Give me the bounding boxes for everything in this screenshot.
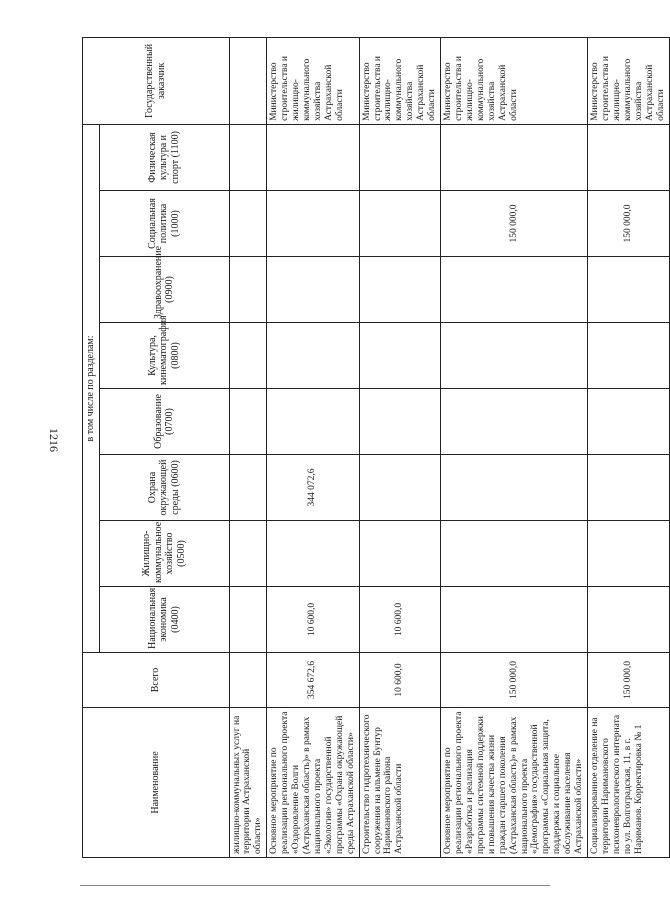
row-value	[359, 257, 440, 323]
row-value	[359, 323, 440, 389]
header-section: Культура, кинематография (0800)	[99, 323, 229, 389]
row-value	[588, 587, 669, 653]
row-value	[229, 257, 267, 323]
row-total: 354 672,6	[267, 653, 359, 708]
row-value	[441, 521, 588, 587]
header-section: Здравоохранение (0900)	[99, 257, 229, 323]
header-section: Национальная экономика (0400)	[99, 587, 229, 653]
page-number: 1216	[47, 428, 62, 452]
row-value	[359, 191, 440, 257]
bottom-rule	[80, 885, 550, 886]
row-value	[229, 521, 267, 587]
header-section: Социальная политика (1000)	[99, 191, 229, 257]
table-row	[441, 37, 588, 857]
row-name: Основное мероприятие по реализации регионального проекта «Оздоровление Волги (Астраханская область)» в рамках национального проекта «Экология» государственной программы «Охрана окружающей среды Астраханской области»	[267, 708, 359, 858]
row-value	[229, 124, 267, 190]
row-customer: Министерство строительства и жилищно-коммунального хозяйства Астраханской области	[359, 37, 440, 124]
row-value	[267, 389, 359, 455]
row-value	[229, 323, 267, 389]
table-row	[267, 37, 359, 857]
header-total: Всего	[83, 653, 230, 708]
table-row	[229, 37, 267, 857]
header-section: Физическая культура и спорт (1100)	[99, 124, 229, 190]
header-customer: Государственный заказчик	[83, 37, 230, 124]
row-value	[267, 191, 359, 257]
header-sections-group: в том числе по разделам:	[83, 124, 100, 652]
row-value	[441, 257, 588, 323]
row-total: 150 000,0	[441, 653, 588, 708]
row-value	[267, 124, 359, 190]
row-value	[588, 124, 669, 190]
row-value	[441, 124, 588, 190]
table-row	[359, 37, 440, 857]
row-value	[229, 191, 267, 257]
row-name: жилищно-коммунальных услуг на территории Астраханской области»	[229, 708, 267, 858]
row-value: 150 000,0	[441, 191, 588, 257]
row-value	[359, 455, 440, 521]
header-section: Охрана окружающей среды (0600)	[99, 455, 229, 521]
row-value: 344 072,6	[267, 455, 359, 521]
row-customer: Министерство строительства и жилищно-коммунального хозяйства Астраханской области	[588, 37, 669, 124]
row-customer: Министерство строительства и жилищно-коммунального хозяйства Астраханской области	[441, 37, 588, 124]
header-name: Наименование	[83, 708, 230, 858]
row-value	[267, 323, 359, 389]
row-value	[359, 389, 440, 455]
row-value: 10 600,0	[359, 587, 440, 653]
row-value	[588, 389, 669, 455]
row-value	[441, 587, 588, 653]
row-value	[588, 521, 669, 587]
row-value	[588, 257, 669, 323]
row-value	[359, 124, 440, 190]
row-value	[359, 521, 440, 587]
row-value	[229, 455, 267, 521]
row-name: Строительство гидротехнического сооружения на ильмене Бунтур Наримановского района Астраханской области	[359, 708, 440, 858]
rotated-table-wrapper	[82, 38, 666, 858]
row-name: Социализированное отделение на территории Наримановского психоневрологического интерната по ул. Волгоградская, 11, в г. Нариманов. Корректировка № 1	[588, 708, 669, 858]
row-value	[441, 455, 588, 521]
row-value	[588, 323, 669, 389]
row-value	[229, 587, 267, 653]
row-value: 10 600,0	[267, 587, 359, 653]
row-customer: Министерство строительства и жилищно-коммунального хозяйства Астраханской области	[267, 37, 359, 124]
row-value	[441, 389, 588, 455]
header-section: Образование (0700)	[99, 389, 229, 455]
budget-table	[82, 37, 670, 858]
table-row	[588, 37, 669, 857]
row-value	[441, 323, 588, 389]
row-name: Основное мероприятие по реализации регионального проекта «Разработка и реализация программы системной поддержки и повышения качества жизни граждан старшего поколения (Астраханская область)» в рамках национального проекта «Демография» государственной программы «Социальная защита, поддержка и социальное обслуживание населения Астраханской области»	[441, 708, 588, 858]
row-value	[229, 389, 267, 455]
row-value	[267, 521, 359, 587]
row-value	[267, 257, 359, 323]
header-section: Жилищно-коммунальное хозяйство (0500)	[99, 521, 229, 587]
row-total: 10 600,0	[359, 653, 440, 708]
row-customer	[229, 37, 267, 124]
row-value	[588, 455, 669, 521]
row-value: 150 000,0	[588, 191, 669, 257]
row-total: 150 000,0	[588, 653, 669, 708]
row-total	[229, 653, 267, 708]
